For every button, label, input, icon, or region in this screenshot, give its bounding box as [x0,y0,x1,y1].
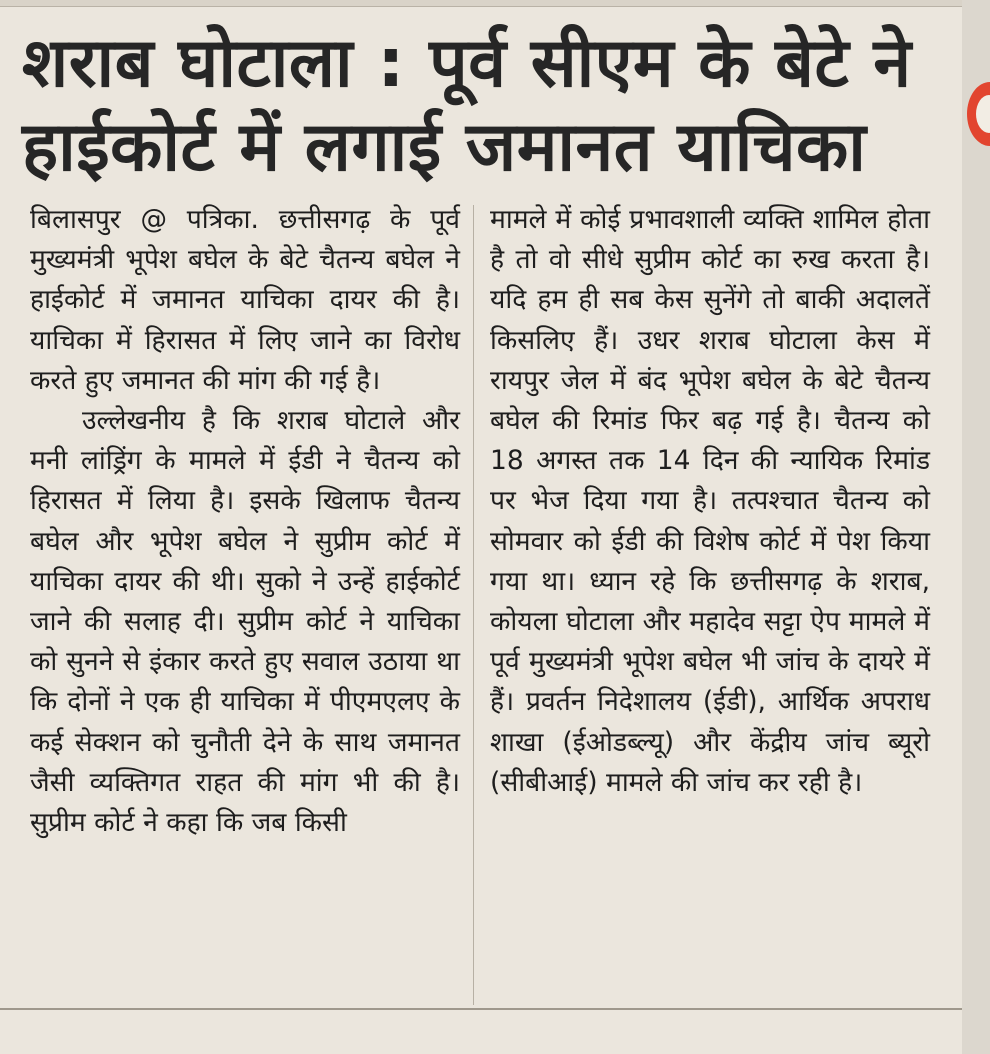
top-rule [0,0,962,7]
adjacent-page-edge [962,0,990,1054]
bottom-rule [0,1008,962,1010]
article-column-right [490,200,930,803]
headline-line-1: शराब घोटाला : पूर्व सीएम के बेटे ने [22,24,912,103]
paragraph-body: उल्लेखनीय है कि शराब घोटाले और मनी लांड्रिंग के मामले में ईडी ने चैतन्य को हिरासत में लिया है। इसके खिलाफ चैतन्य बघेल और भूपेश बघेल ने सुप्रीम कोर्ट में याचिका दायर की थी। सुको ने उन्हें हाईकोर्ट जाने की सलाह दी। सुप्रीम कोर्ट ने याचिका को सुनने से इंकार करते हुए सवाल उठाया था कि दोनों ने एक ही याचिका में पीएमएलए के कई सेक्शन को चुनौती देने के साथ जमानत जैसी व्यक्तिगत राहत की मांग भी की है। सुप्रीम कोर्ट ने कहा कि जब किसी [30,405,460,839]
paragraph-continued: मामले में कोई प्रभावशाली व्यक्ति शामिल होता है तो वो सीधे सुप्रीम कोर्ट का रुख करता है। यदि हम ही सब केस सुनेंगे तो बाकी अदालतें किसलिए हैं। उधर शराब घोटाला केस में रायपुर जेल में बंद भूपेश बघेल के बेटे चैतन्य बघेल की रिमांड फिर बढ़ गई है। चैतन्य को 18 अगस्त तक 14 दिन की न्यायिक रिमांड पर भेज दिया गया है। तत्पश्चात चैतन्य को सोमवार को ईडी की विशेष कोर्ट में पेश किया गया था। ध्यान रहे कि छत्तीसगढ़ के शराब, कोयला घोटाला और महादेव सट्टा ऐप मामले में पूर्व मुख्यमंत्री भूपेश बघेल भी जांच के दायरे में हैं। प्रवर्तन निदेशालय (ईडी), आर्थिक अपराध शाखा (ईओडब्ल्यू) और केंद्रीय जांच ब्यूरो (सीबीआई) मामले की जांच कर रही है। [490,204,930,798]
paragraph-dateline: बिलासपुर @ पत्रिका. छत्तीसगढ़ के पूर्व मुख्यमंत्री भूपेश बघेल के बेटे चैतन्य बघेल ने हाईकोर्ट में जमानत याचिका दायर की है। याचिका में हिरासत में लिए जाने का विरोध करते हुए जमानत की मांग की गई है। [30,204,460,396]
article-column-left [30,200,460,843]
column-divider [473,205,474,1005]
article-headline [22,22,922,190]
headline-line-2: हाईकोर्ट में लगाई जमानत याचिका [22,108,867,187]
